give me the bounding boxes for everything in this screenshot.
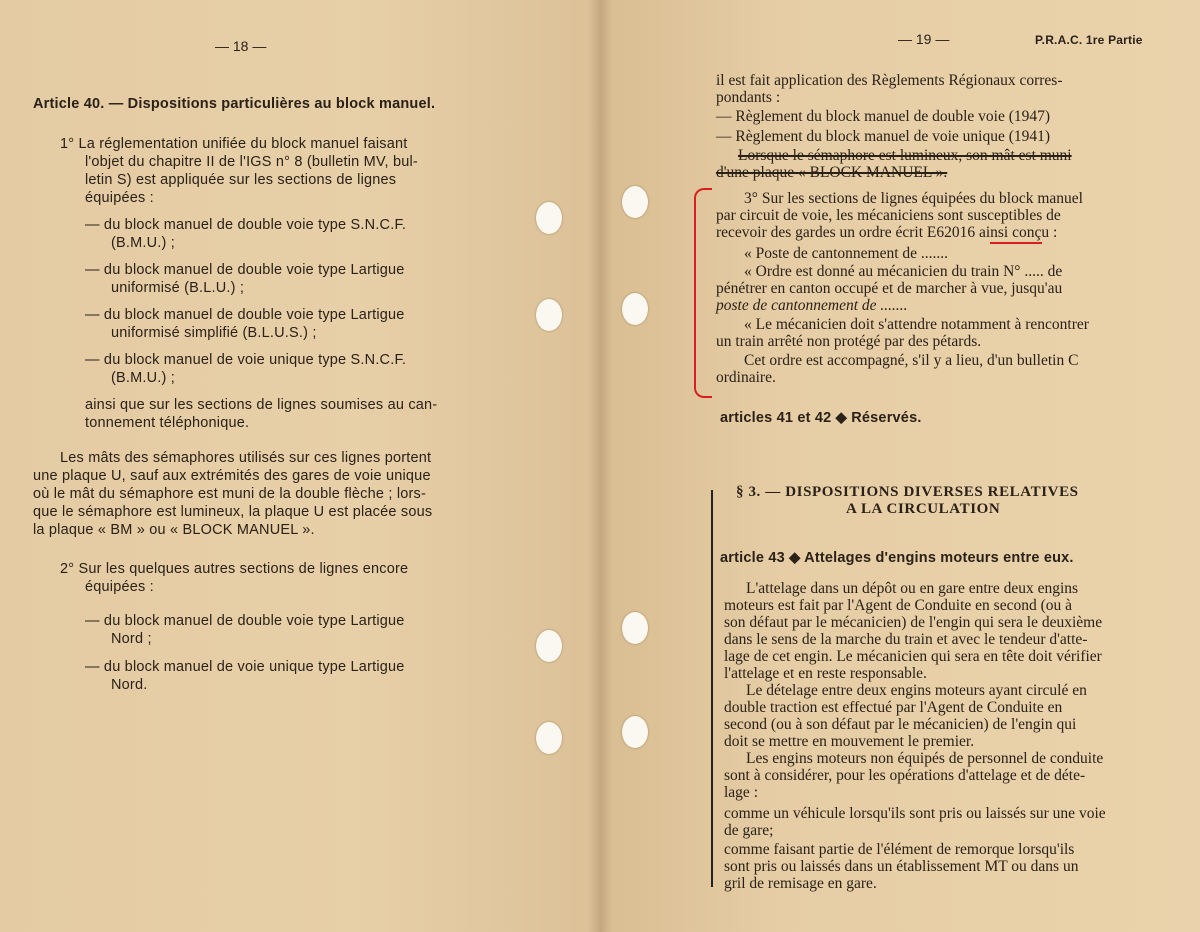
a43-line: doit se mettre en mouvement le premier. [724,733,975,750]
p1-line: l'objet du chapitre II de l'IGS n° 8 (bulletin MV, bul- [85,154,418,170]
list-item-cont: uniformisé (B.L.U.) ; [111,280,245,296]
p3r-line: « Poste de cantonnement de ....... [744,245,949,262]
a43-line: Le dételage entre deux engins moteurs ayant circulé en [746,682,1087,699]
a43-line: Les engins moteurs non équipés de personnel de conduite [746,750,1104,767]
top-line: pondants : [716,89,781,106]
p3r-line: pénétrer en canton occupé et de marcher à vue, jusqu'au [716,280,1063,297]
punch-hole [536,630,562,662]
punch-hole [622,716,648,748]
p3r-line: par circuit de voie, les mécaniciens sont susceptibles de [716,207,1061,224]
a43-line: sont à considérer, pour les opérations d'attelage et de déte- [724,767,1086,784]
article-40-title: Article 40. — Dispositions particulières au block manuel. [33,96,436,112]
a43-line: lage : [724,784,758,801]
p3r-line: ordinaire. [716,369,776,386]
a43-line: L'attelage dans un dépôt ou en gare entre deux engins [746,580,1079,597]
p2-line: une plaque U, sauf aux extrémités des gares de voie unique [33,468,431,484]
article-43-title: article 43 ◆ Attelages d'engins moteurs entre eux. [720,550,1074,566]
p1-line: 1° La réglementation unifiée du block manuel faisant [60,136,408,152]
section-title: A LA CIRCULATION [846,501,1001,517]
page-number-left: — 18 — [215,38,267,54]
top-line: il est fait application des Règlements Régionaux corres- [716,72,1063,89]
list-item-cont: (B.M.U.) ; [111,235,176,251]
p2-line: où le mât du sémaphore est muni de la double flèche ; lors- [33,486,427,502]
revision-bar [711,490,713,887]
a43-line: de gare; [724,822,774,839]
top-line: — Règlement du block manuel de double voie (1947) [716,108,1051,125]
p2-line: la plaque « BM » ou « BLOCK MANUEL ». [33,522,315,538]
struck-line: d'une plaque « BLOCK MANUEL ». [716,164,948,181]
p3r-line: « Le mécanicien doit s'attendre notamment à rencontrer [744,316,1089,333]
p1-end-line: ainsi que sur les sections de lignes soumises au can- [85,397,438,413]
p3r-line: 3° Sur les sections de lignes équipées du block manuel [744,190,1083,207]
a43-line: second (ou à son défaut par le mécanicien) de l'engin qui [724,716,1077,733]
p3r-line: poste de cantonnement de ....... [716,297,908,314]
p3-line: équipées : [85,579,154,595]
p3r-line: recevoir des gardes un ordre écrit E62016 ainsi conçu : [716,224,1058,241]
p1-line: équipées : [85,190,154,206]
list-item-cont: Nord ; [111,631,152,647]
a43-line: comme un véhicule lorsqu'ils sont pris ou laissés sur une voie [724,805,1106,822]
header-tag: P.R.A.C. 1re Partie [1035,33,1143,47]
punch-hole [536,722,562,754]
a43-line: comme faisant partie de l'élément de remorque lorsqu'ils [724,841,1075,858]
list-item: — du block manuel de double voie type Lartigue [85,307,405,323]
p1-end-line: tonnement téléphonique. [85,415,250,431]
list-item: — du block manuel de double voie type Lartigue [85,613,405,629]
list-item: — du block manuel de voie unique type Lartigue [85,659,405,675]
red-underline [990,242,1042,244]
struck-line: Lorsque le sémaphore est lumineux, son mât est muni [738,147,1072,164]
punch-hole [622,612,648,644]
section-title: § 3. — DISPOSITIONS DIVERSES RELATIVES [736,484,1079,500]
p2-line: Les mâts des sémaphores utilisés sur ces lignes portent [60,450,432,466]
p3r-line: un train arrêté non protégé par des pétards. [716,333,982,350]
p2-line: que le sémaphore est lumineux, la plaque U est placée sous [33,504,433,520]
list-item: — du block manuel de double voie type Lartigue [85,262,405,278]
a43-line: gril de remisage en gare. [724,875,877,892]
a43-line: lage de cet engin. Le mécanicien qui sera en tête doit vérifier [724,648,1102,665]
a43-line: son défaut par le mécanicien) de l'engin qui sera le deuxième [724,614,1103,631]
list-item-cont: uniformisé simplifié (B.L.U.S.) ; [111,325,317,341]
p3-line: 2° Sur les quelques autres sections de lignes encore [60,561,409,577]
red-margin-bracket [694,188,712,398]
punch-hole [622,186,648,218]
list-item-cont: (B.M.U.) ; [111,370,176,386]
page-number-right: — 19 — [898,31,950,47]
articles-41-42: articles 41 et 42 ◆ Réservés. [720,410,922,426]
p3r-line: Cet ordre est accompagné, s'il y a lieu, d'un bulletin C [744,352,1079,369]
list-item: — du block manuel de double voie type S.N.C.F. [85,217,407,233]
a43-line: dans le sens de la marche du train et avec le tendeur d'atte- [724,631,1088,648]
a43-line: sont pris ou laissés dans un établissement MT ou dans un [724,858,1079,875]
list-item: — du block manuel de voie unique type S.N.C.F. [85,352,407,368]
punch-hole [536,299,562,331]
p1-line: letin S) est appliquée sur les sections de lignes [85,172,397,188]
list-item-cont: Nord. [111,677,148,693]
a43-line: l'attelage et en reste responsable. [724,665,927,682]
a43-line: double traction est effectué par l'Agent de Conduite en [724,699,1063,716]
book-spine [588,0,612,932]
a43-line: moteurs est fait par l'Agent de Conduite en second (ou à [724,597,1073,614]
punch-hole [536,202,562,234]
punch-hole [622,293,648,325]
top-line: — Règlement du block manuel de voie unique (1941) [716,128,1051,145]
p3r-line: « Ordre est donné au mécanicien du train N° ..... de [744,263,1063,280]
